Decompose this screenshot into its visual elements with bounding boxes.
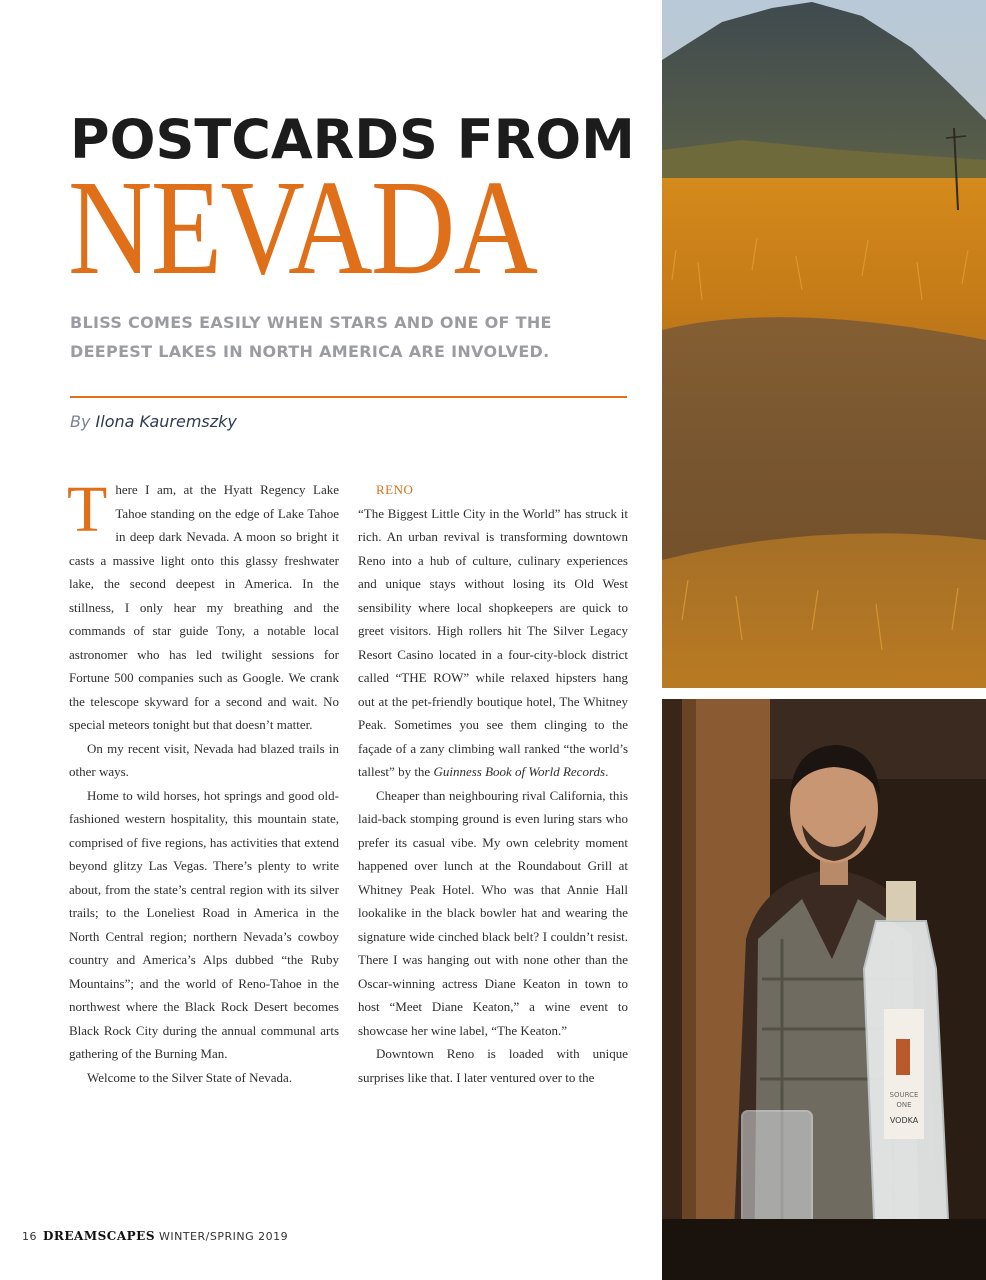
paragraph: On my recent visit, Nevada had blazed trails in other ways. (69, 740, 339, 779)
paragraph: Downtown Reno is loaded with unique surprises like that. I later ventured over to the (358, 1046, 628, 1085)
article-dek: BLISS COMES EASILY WHEN STARS AND ONE OF THE DEEPEST LAKES IN NORTH AMERICA ARE INVOLVED. (70, 313, 552, 361)
paragraph (67, 473, 339, 737)
magazine-name: DREAMSCAPES (43, 1229, 155, 1243)
text-column-2 (358, 478, 628, 1089)
paragraph-end: . (605, 764, 609, 779)
paragraph (358, 502, 628, 784)
byline (70, 412, 237, 431)
bottle-product: VODKA (889, 1116, 919, 1125)
article-title-line1: POSTCARDS FROM (70, 108, 635, 171)
article-title-line2: NEVADA (68, 153, 537, 303)
bartender-photo (662, 699, 986, 1280)
landscape-photo (662, 0, 986, 688)
paragraph-text: “The Biggest Little City in the World” has struck it rich. An urban revival is transforming downtown Reno into a hub of culture, culinary experiences and unique stays without losing its Old West sensibility where local shopkeepers are quick to greet visitors. High rollers hit The Silver Legacy Resort Casino located in a four-city-block district called “THE ROW” while relaxed hipsters hang out at the pet-friendly boutique hotel, The Whitney Peak. Sometimes you see them clinging to the façade of a zany climbing wall ranked “the world’s tallest” by the (358, 505, 628, 779)
paragraph: Home to wild horses, hot springs and good old-fashioned western hospitality, this mountain state, comprised of five regions, has activities that extend beyond glitzy Las Vegas. There’s plenty to write about, from the state’s central region with its silver trails; to the Loneliest Road in America in the North Central region; northern Nevada’s cowboy country and America’s Alps dubbed “the Ruby Mountains”; and the world of Reno-Tahoe in the northwest where the Black Rock Desert becomes Black Rock City during the annual communal arts gathering of the Burning Man. (69, 787, 339, 1061)
title-rule (70, 396, 627, 398)
folio (22, 1229, 288, 1243)
paragraph: Welcome to the Silver State of Nevada. (87, 1069, 293, 1085)
issue-date: WINTER/SPRING 2019 (158, 1230, 289, 1243)
page-number: 16 (22, 1230, 37, 1243)
landscape-illustration (662, 0, 986, 688)
bottle-brand-line1: SOURCE (889, 1091, 919, 1099)
book-title: Guinness Book of World Records (433, 764, 606, 779)
bartender-illustration (662, 699, 986, 1280)
text-column-1 (67, 473, 339, 1089)
drop-cap: T (67, 473, 108, 546)
paragraph-text: here I am, at the Hyatt Regency Lake Tahoe standing on the edge of Lake Tahoe in deep dark Nevada. A moon so bright it casts a massive light onto this glassy freshwater lake, the second deepest in America. In the stillness, I only hear my breathing and the commands of star guide Tony, a notable local astronomer who has led twilight sessions for Fortune 500 companies such as Google. We crank the telescope skyward for a second and wait. No special meteors tonight but that doesn’t matter. (69, 482, 339, 732)
bottle-brand-line2: ONE (896, 1101, 912, 1109)
byline-prefix: By (70, 412, 91, 431)
section-heading: RENO (376, 482, 414, 497)
paragraph: Cheaper than neighbouring rival California, this laid-back stomping ground is even luring stars who prefer its casual vibe. My own celebrity moment happened over lunch at the Roundabout Grill at Whitney Peak Hotel. Who was that Annie Hall lookalike in the black bowler hat and wearing the signature wide cinched black belt? I couldn’t resist. There I was hanging out with none other than the Oscar-winning actress Diane Keaton in town to host “Meet Diane Keaton,” a wine event to showcase her wine label, “The Keaton.” (358, 787, 628, 1038)
byline-author: Ilona Kauremszky (95, 412, 237, 431)
